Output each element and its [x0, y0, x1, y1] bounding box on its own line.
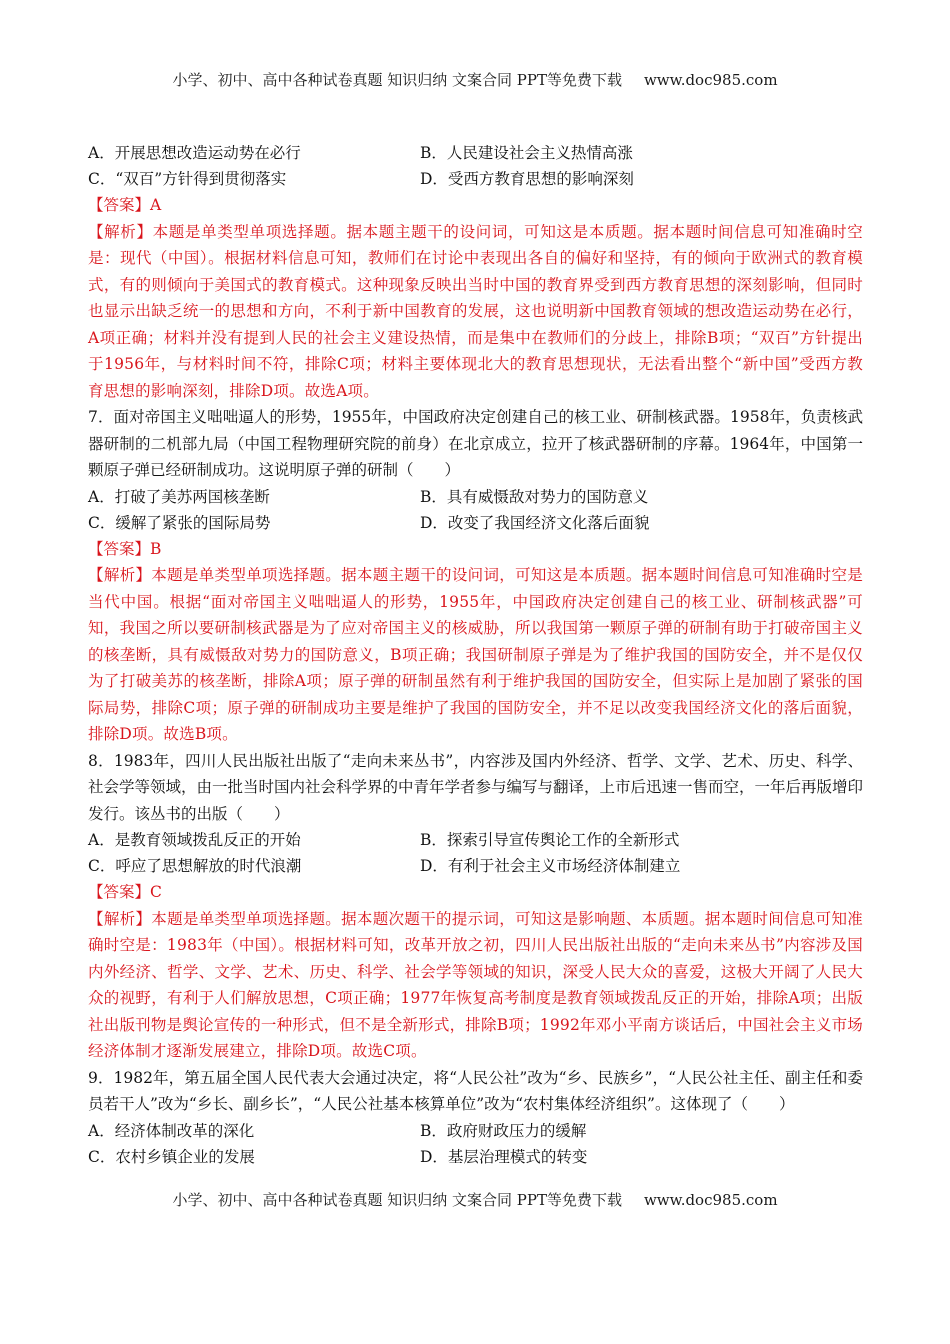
options-row [88, 166, 863, 192]
question-8 [88, 748, 863, 1065]
option-a: A．是教育领域拨乱反正的开始 [88, 831, 301, 849]
header-site-link[interactable]: www.doc985.com [643, 71, 778, 89]
page-footer [0, 1189, 950, 1210]
options-row [88, 1118, 863, 1144]
question-7 [88, 404, 863, 748]
option-c: C．缓解了紧张的国际局势 [88, 513, 271, 532]
option-c: C．“双百”方针得到贯彻落实 [88, 170, 287, 188]
options-row [88, 140, 863, 166]
option-d: D．基层治理模式的转变 [420, 1147, 588, 1166]
question-stem: 9．1982年，第五届全国人民代表大会通过决定，将“人民公社”改为“乡、民族乡”，“人民公社主任、副主任和委员若干人”改为“乡长、副乡长”，“人民公社基本核算单位”改为“农村集体经济组织”。这体现了（ ） [88, 1068, 863, 1113]
analysis-label: 【解析】 [88, 222, 153, 241]
options-row [88, 827, 863, 853]
analysis-text [88, 219, 863, 405]
analysis-text [88, 906, 863, 1065]
option-b: B．探索引导宣传舆论工作的全新形式 [420, 831, 680, 849]
option-a: A．经济体制改革的深化 [88, 1121, 255, 1140]
option-d: D．有利于社会主义市场经济体制建立 [420, 857, 681, 875]
question-9 [88, 1065, 863, 1170]
analysis-body: 本题是单类型单项选择题。据本题次题干的提示词，可知这是影响题、本质题。据本题时间信息可知准确时空是：1983年（中国）。根据材料可知，改革开放之初，四川人民出版社出版的“走向未来丛书”内容涉及国内外经济、哲学、文学、艺术、历史、科学、社会学等领域的知识，深受人民大众的喜爱，这极大开阔了人民大众的视野，有利于人们解放思想，C项正确；1977年恢复高考制度是教育领域拨乱反正的开始，排除A项；出版社出版刊物是舆论宣传的一种形式，但不是全新形式，排除B项；1992年邓小平南方谈话后，中国社会主义市场经济体制才逐渐发展建立，排除D项。故选C项。 [88, 909, 863, 1060]
footer-text: 小学、初中、高中各种试卷真题 知识归纳 文案合同 PPT等免费下载 [172, 1191, 622, 1209]
exam-content [88, 140, 863, 1170]
options-row [88, 510, 863, 536]
option-c: C．呼应了思想解放的时代浪潮 [88, 857, 302, 875]
header-text: 小学、初中、高中各种试卷真题 知识归纳 文案合同 PPT等免费下载 [172, 71, 622, 89]
option-c: C．农村乡镇企业的发展 [88, 1147, 255, 1166]
option-a: A．打破了美苏两国核垄断 [88, 487, 270, 506]
option-b: B．具有威慑敌对势力的国防意义 [420, 487, 649, 506]
option-d: D．改变了我国经济文化落后面貌 [420, 513, 650, 532]
options-row [88, 853, 863, 879]
option-d: D．受西方教育思想的影响深刻 [420, 170, 634, 188]
question-6 [88, 140, 863, 404]
question-stem: 8．1983年，四川人民出版社出版了“走向未来丛书”，内容涉及国内外经济、哲学、文学、艺术、历史、科学、社会学等领域，由一批当时国内社会科学界的中青年学者参与编写与翻译，上市后迅速一售而空，一年后再版增印发行。该丛书的出版（ ） [88, 751, 864, 823]
analysis-body: 本题是单类型单项选择题。据本题主题干的设问词，可知这是本质题。据本题时间信息可知准确时空是：现代（中国）。根据材料信息可知，教师们在讨论中表现出各自的偏好和坚持，有的倾向于欧洲式的教育模式，有的则倾向于美国式的教育模式。这种现象反映出当时中国的教育界受到西方教育思想的深刻影响，但同时也显示出缺乏统一的思想和方向，不利于新中国教育的发展，这也说明新中国教育领域的想改造运动势在必行，A项正确；材料并没有提到人民的社会主义建设热情，而是集中在教师们的分歧上，排除B项；“双百”方针提出于1956年，与材料时间不符，排除C项；材料主要体现北大的教育思想现状，无法看出整个“新中国”受西方教育思想的影响深刻，排除D项。故选A项。 [88, 222, 863, 400]
footer-site-link[interactable]: www.doc985.com [643, 1191, 778, 1209]
analysis-label: 【解析】 [88, 566, 152, 584]
options-row [88, 484, 863, 510]
answer-label: 【答案】A [88, 196, 162, 214]
page-header [0, 69, 950, 90]
option-b: B．政府财政压力的缓解 [420, 1121, 587, 1140]
answer-label: 【答案】B [88, 539, 162, 558]
analysis-text [88, 562, 863, 748]
answer-label: 【答案】C [88, 883, 162, 901]
analysis-body: 本题是单类型单项选择题。据本题主题干的设问词，可知这是本质题。据本题时间信息可知准确时空是当代中国。根据“面对帝国主义咄咄逼人的形势，1955年，中国政府决定创建自己的核工业、研制核武器”可知，我国之所以要研制核武器是为了应对帝国主义的核威胁，所以我国第一颗原子弹的研制有助于打破帝国主义的核垄断，具有威慑敌对势力的国防意义，B项正确；我国研制原子弹是为了维护我国的国防安全，并不是仅仅为了打破美苏的核垄断，排除A项；原子弹的研制虽然有利于维护我国的国防安全，但实际上是加剧了紧张的国际局势，排除C项；原子弹的研制成功主要是维护了我国的国防安全，并不足以改变我国经济文化的落后面貌，排除D项。故选B项。 [88, 566, 863, 743]
analysis-label: 【解析】 [88, 909, 152, 928]
question-stem: 7．面对帝国主义咄咄逼人的形势，1955年，中国政府决定创建自己的核工业、研制核武器。1958年，负责核武器研制的二机部九局（中国工程物理研究院的前身）在北京成立，拉开了核武器研制的序幕。1964年，中国第一颗原子弹已经研制成功。这说明原子弹的研制（ ） [88, 408, 863, 479]
options-row [88, 1144, 863, 1170]
option-a: A．开展思想改造运动势在必行 [88, 144, 301, 162]
option-b: B．人民建设社会主义热情高涨 [420, 144, 633, 162]
